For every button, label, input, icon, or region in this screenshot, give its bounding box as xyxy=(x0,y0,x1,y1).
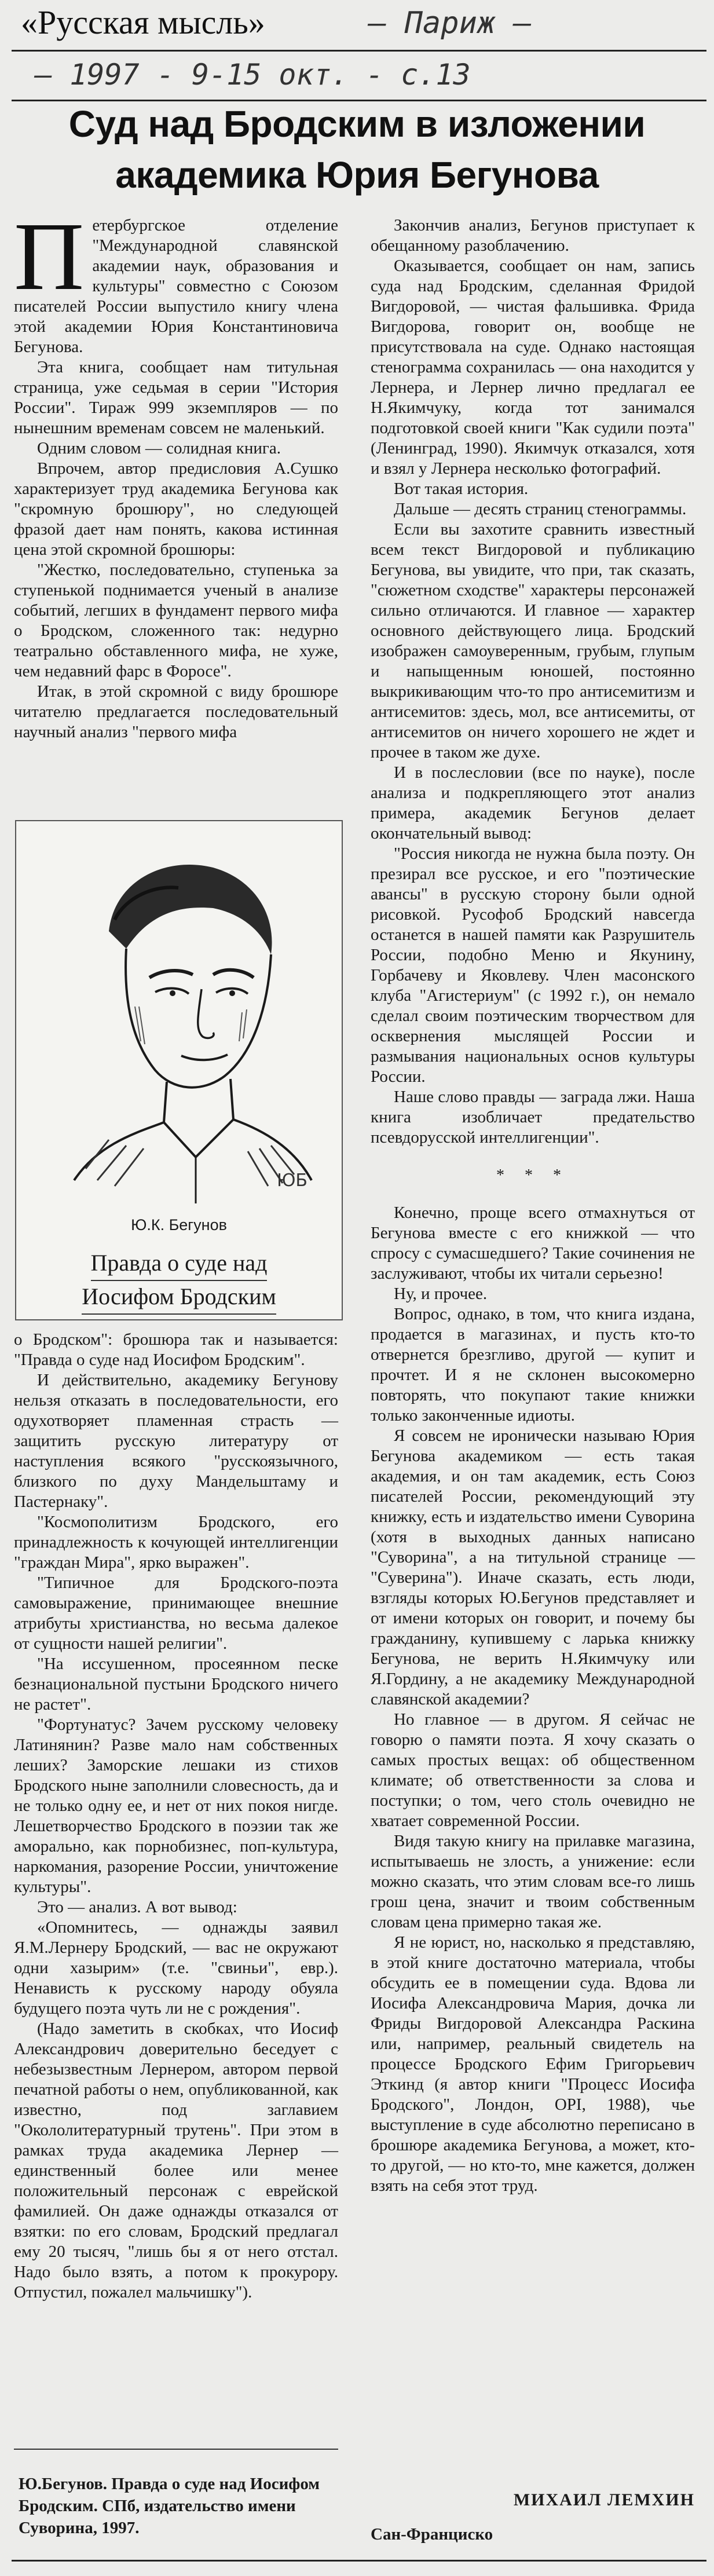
bibliography-note: Ю.Бегунов. Правда о суде над Иосифом Бродским. СПб, издательство имени Суворина, 1997. xyxy=(19,2475,320,2537)
paragraph: Эта книга, сообщает нам титульная страница, уже седьмая в серии "История России". Тираж 999 экземпляров — по нынешним временам совсем не маленький. xyxy=(14,358,338,437)
book-title-line-1: Правда о суде над xyxy=(91,1247,268,1281)
author-name: МИХАИЛ ЛЕМХИН xyxy=(513,2490,695,2509)
masthead-top-rule xyxy=(12,50,706,52)
page-bottom-rule xyxy=(12,2560,706,2562)
bibliography-rule xyxy=(14,2449,338,2450)
paragraph: Но главное — в другом. Я сейчас не говорю о памяти поэта. Я хочу сказать о самых простых вещах: об общественном климате; об ответственности за слова и поступки; о том, чего столь очевидно не хватает современной России. xyxy=(371,1710,695,1830)
portrait-figure xyxy=(15,820,343,1320)
paragraph: Я совсем не иронически называю Юрия Бегунова академиком — есть такая академия, и он там академик, есть Союз писателей России, рекомендующий эту книжку, есть и издательство имени Суворина (хотя в выходных данных написано "Суворина", а на титульной странице — "Суверина"). Иначе сказать, есть люди, взгляды которых Ю.Бегунов представляет и от имени которых он говорит, и почему бы гражданину, купившему с ларька книжку Бегунова, не верить Н.Якимчуку или Я.Гордину, а не академику Международной славянской академии? xyxy=(371,1426,695,1708)
paragraph: (Надо заметить в скобках, что Иосиф Александрович доверительно беседует с небезызвестным Лернером, автором первой печатной работы о нем, опубликованной, как известно, под заглавием "Окололитературный трутень". При этом в рамках труда академика Лернер — единственный более или менее положительный персонаж с еврейской фамилией. Он даже однажды отказался от взятки: по его словам, Бродский предлагал ему 20 тысяч, "лишь бы я от него отстал. Надо было взять, а потом к прокурору. Отпустил, пожалел мальчишку"). xyxy=(14,2019,338,2301)
right-column xyxy=(371,215,695,2196)
quote-paragraph: «Опомнитесь, — однажды заявил Я.М.Лернеру Бродский, — вас не окружают одни хазырим» (т.е. "свиньи", евр.). Ненависть к русскому народу обуяла будущего поэта чуть ли не с рождения". xyxy=(14,1918,338,2018)
quote-paragraph: "Типичное для Бродского-поэта самовыражение, принимающее внешние атрибуты христианства, но весьма далекое от сущности нашей религии". xyxy=(14,1574,338,1653)
paragraph: Видя такую книгу на прилавке магазина, испытываешь не злость, а унижение: если можно сказать, что этим словам все-го лишь грош цена, значит и твоим собственным словам цена примерно такая же. xyxy=(371,1832,695,1931)
masthead xyxy=(0,0,714,104)
left-column-upper xyxy=(14,203,338,742)
author-city: Сан-Франциско xyxy=(371,2525,493,2544)
handwritten-date-note: — 1997 - 9-15 окт. - с.13 xyxy=(35,58,471,92)
portrait-monogram: ЮБ xyxy=(277,1170,307,1191)
quote-paragraph: Наше слово правды — заграда лжи. Наша книга изобличает предательство псевдорусской интеллигенции". xyxy=(371,1088,695,1147)
newspaper-title: «Русская мысль» xyxy=(21,3,265,41)
paragraph: о Бродском": брошюра так и называется: "Правда о суде над Иосифом Бродским". xyxy=(14,1330,338,1369)
paragraph: Итак, в этой скромной с виду брошюре читателю предлагается последовательный научный анализ "первого мифа xyxy=(14,682,338,741)
portrait-caption: Ю.К. Бегунов xyxy=(131,1216,227,1234)
book-title xyxy=(16,1247,342,1315)
book-title-line-2: Иосифом Бродским xyxy=(82,1281,276,1315)
paragraph: Конечно, проще всего отмахнуться от Бегунова вместе с его книжкой — что спросу с сумасшедшего? Такие сочинения не заслуживают, чтобы их читали серьезно! xyxy=(371,1203,695,1283)
quote-paragraph: "На иссушенном, просеянном песке безнациональной пустыни Бродского ничего не растет". xyxy=(14,1655,338,1714)
lead-paragraph xyxy=(14,203,338,357)
left-column-lower xyxy=(14,1330,338,2303)
paragraph: Я не юрист, но, насколько я представляю, в этой книге достаточно материала, чтобы обсудить ее в помещении суда. Вдова ли Иосифа Александровича Мария, дочка ли Фриды Вигдоровой Александра Раскина или, например, реальный свидетель на процессе Бродского Ефим Григорьевич Эткинд (я автор книги "Процесс Иосифа Бродского", Лондон, OPI, 1988), чье выступление в суде абсолютно переписано в брошюре академика Бегунова, а может, кто-то другой, — но кто-то, мне кажется, должен взять на себя этот труд. xyxy=(371,1933,695,2195)
paragraph: Если вы захотите сравнить известный всем текст Вигдоровой и публикацию Бегунова, вы увидите, что при, так сказать, "сюжетном сходстве" характеры персонажей сильно отличаются. И главное — характер основного действующего лица. Бродский изображен самоуверенным, грубым, глупым и напыщенным юношей, постоянно выкрикивающим что-то про антисемитизм и антисемитов: здесь, мол, все антисемиты, от антисемитов он ничего хорошего не ждет и прочее в таком же духе. xyxy=(371,520,695,762)
drop-cap: П xyxy=(14,203,85,310)
portrait-drawing xyxy=(39,833,317,1209)
lead-paragraph-text: етербургское отделение "Международной славянской академии наук, образования и культуры" совместно с Союзом писателей России выпустило книгу члена этой академии Юрия Константиновича Бегунова. xyxy=(14,216,338,356)
quote-paragraph: "Космополитизм Бродского, его принадлежность к кочующей интеллигенции "граждан Мира", ярко выражен". xyxy=(14,1513,338,1572)
paragraph: И действительно, академику Бегунову нельзя отказать в последовательности, его одухотворяет пламенная страсть — защитить русскую литературу от наступления всякого "русскоязычного, близкого по духу Мандельштаму и Пастернаку". xyxy=(14,1371,338,1511)
article-headline: Суд над Бродским в изложении академика Юрия Бегунова xyxy=(68,103,646,196)
paragraph: Ну, и прочее. xyxy=(394,1285,488,1303)
paragraph: Дальше — десять страниц стенограммы. xyxy=(394,500,687,518)
quote-paragraph: "Фортунатус? Зачем русскому человеку Латинянин? Разве мало нам собственных лешиx? Заморские лешаки из стихов Бродского ныне заполнили словесность, да и не только одну ее, и нет от них покоя нигде. Лешетворчество Бродского в поэзии так же аморально, как порнобизнес, поп-культура, наркомания, разорение России, уничтожение культуры". xyxy=(14,1715,338,1896)
quote-paragraph: "Жестко, последовательно, ступенька за ступенькой поднимается ученый в анализе событий, легших в фундамент первого мифа о Бродском, сложенного так: недурно театрально обставленного мифа, не хуже, чем недавний фарс в Форосе". xyxy=(14,561,338,680)
quote-paragraph: "Россия никогда не нужна была поэту. Он презирал все русское, и его "поэтические авансы" в русскую сторону были одной рисовкой. Русофоб Бродский навсегда останется в нашей памяти как Разрушитель России, подобно Меню и Якунину, Горбачеву и Яковлеву. Член масонского клуба "Агистериум" (с 1992 г.), он немало сделал своим поэтическим творчеством для осквернения мыслящей России и размывания национальных основ культуры России. xyxy=(371,844,695,1086)
section-divider-stars: * * * xyxy=(496,1166,569,1184)
paragraph: Впрочем, автор предисловия А.Сушко характеризует труд академика Бегунова как "скромную брошюру", но следующей фразой дает нам понять, какова истинная цена этой скромной брошюры: xyxy=(14,459,338,559)
handwritten-city-note: — Париж — xyxy=(368,6,532,41)
paragraph: Закончив анализ, Бегунов приступает к обещанному разоблачению. xyxy=(371,216,695,255)
paragraph: Одним словом — солидная книга. xyxy=(37,439,281,458)
paragraph: Это — анализ. А вот вывод: xyxy=(37,1898,237,1916)
paragraph: Вопрос, однако, в том, что книга издана, продается в магазинах, и пусть кто-то отвернется брезгливо, другой — купит и прочтет. И я не склонен высокомерно повторять, что покупают такие книжки только законченные идиоты. xyxy=(371,1305,695,1425)
paragraph: Вот такая история. xyxy=(394,480,529,498)
paragraph: И в послесловии (все по науке), после анализа и подкрепляющего этот анализ примера, академик Бегунов делает окончательный вывод: xyxy=(371,763,695,843)
paragraph: Оказывается, сообщает он нам, запись суда над Бродским, сделанная Фридой Вигдоровой, — чистая фальшивка. Фрида Вигдорова, говорит он, вообще не присутствовала на суде. Однако настоящая стенограмма сохранилась — она находится у Лернера, и Лернер лично предлагал ее Н.Якимчуку, когда тот занимался подготовкой своей книги "Как судили поэта" (Ленинград, 1990). Якимчук отказался, хотя и взял у Лернера несколько фотографий. xyxy=(371,257,695,478)
